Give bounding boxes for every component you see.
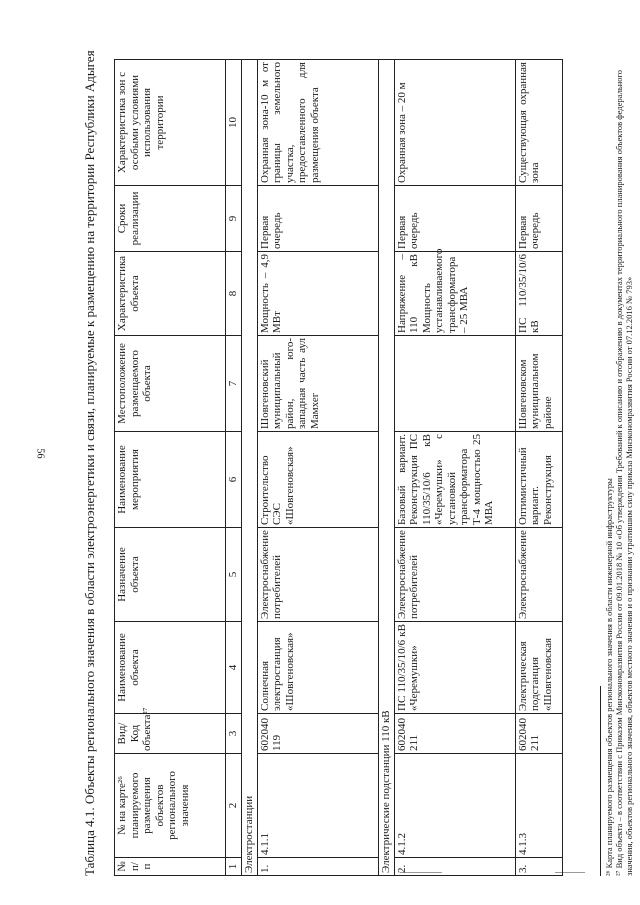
location: [394, 336, 515, 432]
col-header-7: Местоположение размещаемого объекта: [115, 336, 226, 432]
table-title: Таблица 4.1. Объекты регионального значения в области электроэнергетики и связи, планируемые к размещению на территории Республики Адыгея: [82, 50, 97, 876]
col-number: 3: [226, 714, 242, 754]
col-header-1: № п/п: [115, 858, 226, 876]
footnote-27: ²⁷ Вид объекта – в соответствии с Приказом Минэкономразвития России от 09.01.2018 № 10 «Об утверждении Требований к описанию и отображению в документах территориального планирования объектов федерального значения, объектов регионального значения, объектов местного значения и о признании утратившим силу приказа Минэкономразвития России от 07.12.2016 № 793»: [614, 69, 634, 876]
table-row: [257, 60, 378, 876]
footnote-divider: [600, 686, 601, 876]
section-heading-row: [241, 60, 257, 876]
object-name: Солнечная электростанция «Шовгеновская»: [257, 622, 378, 714]
characteristic: ПС 110/35/10/6 кВ: [515, 252, 562, 336]
footnotes: [600, 36, 634, 876]
col-number: 6: [226, 432, 242, 528]
measure: Базовый вариант. Реконструкция ПС 110/35/10/6 кВ «Черемушки» с установкой трансформатора Т-4 мощностью 25 МВА: [394, 432, 515, 528]
object-purpose: Электроснабжение потребителей: [394, 528, 515, 622]
zone: Охранная зона-10 м от границы земельного участка, предоставленного для размещения объекта: [257, 60, 378, 186]
term: Первая очередь: [257, 186, 378, 252]
row-number: 2.: [394, 858, 515, 876]
table-row: [515, 60, 562, 876]
section-heading-row: [378, 60, 394, 876]
col-header-10: Характеристика зон с особыми условиями использования территории: [115, 60, 226, 186]
object-purpose: Электроснабжение: [515, 528, 562, 622]
col-number: 1: [226, 858, 242, 876]
map-number: 4.1.1: [257, 754, 378, 858]
objects-table: [114, 59, 563, 876]
location: Шовгеновский муниципальный район, юго-западная часть аул Мамхег: [257, 336, 378, 432]
map-number: 4.1.2: [394, 754, 515, 858]
col-number: 2: [226, 754, 242, 858]
zone: Существующая охранная зона: [515, 60, 562, 186]
map-number: 4.1.3: [515, 754, 562, 858]
object-code: 602040211: [515, 714, 562, 754]
measure: Оптимистичный вариант. Реконструкция: [515, 432, 562, 528]
table-row: [394, 60, 515, 876]
object-name: Электрическая подстанция «Шовгеновская: [515, 622, 562, 714]
characteristic: Мощность – 4,9 МВт: [257, 252, 378, 336]
measure: Строительство СЭС «Шовгеновская»: [257, 432, 378, 528]
column-number-row: [226, 60, 242, 876]
section-title: Электростанции: [241, 60, 257, 876]
col-header-6: Наименование мероприятия: [115, 432, 226, 528]
col-number: 5: [226, 528, 242, 622]
col-header-4: Наименование объекта: [115, 622, 226, 714]
footnote-26: ²⁶ Карта планируемого размещения объектов регионального значения в области инженерной инфраструктуры: [604, 478, 614, 876]
col-header-9: Сроки реализации: [115, 186, 226, 252]
page-number: 56: [34, 448, 46, 459]
section-title: Электрические подстанции 110 кВ: [378, 60, 394, 876]
location: Шовгеновском муниципальном районе: [515, 336, 562, 432]
row-number: 3.: [515, 858, 562, 876]
object-name: ПС 110/35/10/6 кВ «Черемушки»: [394, 622, 515, 714]
header-row: [115, 60, 226, 876]
col-number: 9: [226, 186, 242, 252]
term: Первая очередь: [515, 186, 562, 252]
col-number: 7: [226, 336, 242, 432]
col-number: 10: [226, 60, 242, 186]
zone: Охранная зона – 20 м: [394, 60, 515, 186]
rotated-page-content: [80, 20, 640, 880]
col-header-2: № на карте²⁶ планируемого размещения объектов регионального значения: [115, 754, 226, 858]
characteristic: Напряжение – 110 кВ Мощность устанавливаемого трансформатора – 25 МВА: [394, 252, 515, 336]
object-purpose: Электроснабжение потребителей: [257, 528, 378, 622]
row-number: 1.: [257, 858, 378, 876]
object-code: 602040211: [394, 714, 515, 754]
col-header-5: Назначение объекта: [115, 528, 226, 622]
object-code: 602040119: [257, 714, 378, 754]
col-number: 8: [226, 252, 242, 336]
col-header-8: Характеристика объекта: [115, 252, 226, 336]
col-number: 4: [226, 622, 242, 714]
term: Первая очередь: [394, 186, 515, 252]
col-header-3: Вид/ Код объекта²⁷: [115, 714, 226, 754]
